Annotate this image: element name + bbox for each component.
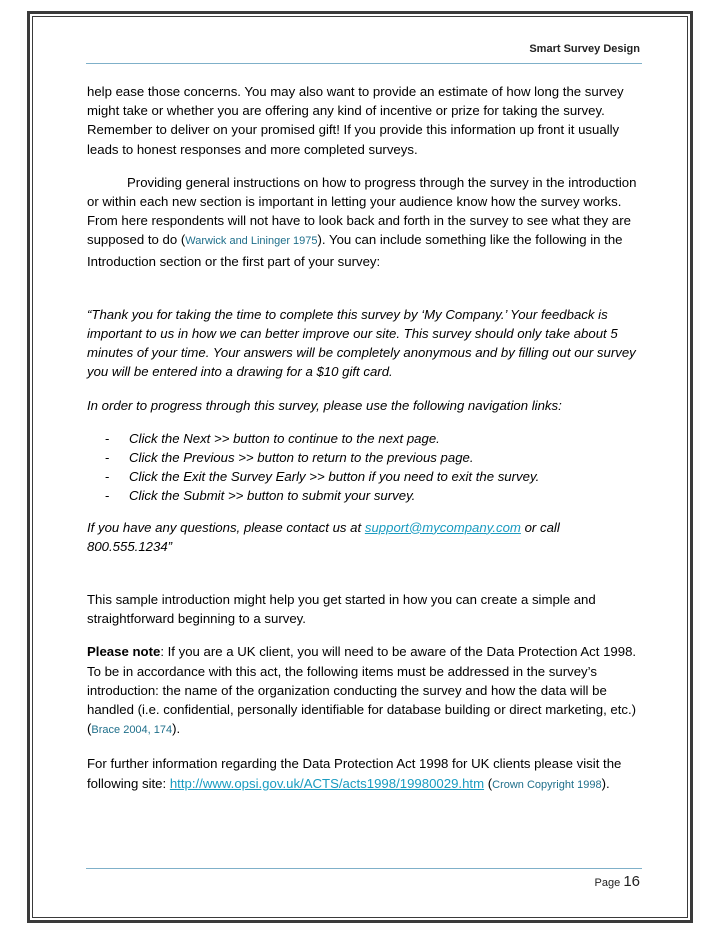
list-item: - Click the Exit the Survey Early >> button if you need to exit the survey. (105, 469, 540, 485)
paragraph-4: For further information regarding the Data Protection Act 1998 for UK clients please visit the following site: http://www.opsi.gov.uk/ACTS/acts1998/19980029.htm (Crown Copyright 1998). (87, 756, 622, 791)
paragraph-1: help ease those concerns. You may also want to provide an estimate of how long the survey might take or whether you are offering any kind of incentive or prize for taking the survey. Remember to deliver on your promised gift! If you provide this information up front it usually leads to honest responses and more completed surveys. (87, 84, 624, 157)
spacer (87, 570, 647, 590)
list-item: - Click the Previous >> button to return to the previous page. (105, 450, 474, 466)
navigation-list (87, 429, 647, 506)
document-body (87, 82, 647, 809)
header-title: Smart Survey Design (529, 43, 640, 55)
paragraph-2 (87, 173, 647, 271)
note-label: Please note (87, 644, 161, 660)
spacer (87, 285, 647, 305)
sample-quote-navigation: In order to progress through this survey, please use the following navigation links: (87, 397, 562, 413)
list-item: - Click the Submit >> button to submit your survey. (105, 488, 416, 504)
note-paragraph: Please note: If you are a UK client, you will need to be aware of the Data Protection Act 1998. To be in accordance with this act, the following items must be addressed in the survey’s introduction: the name of the organization conducting the survey and how the data will be handled (i.e. confidential, personally identifiable for database building or direct marketing, etc.) (Brace 2004, 174). (87, 644, 637, 737)
support-email-link[interactable]: support@mycompany.com (364, 519, 521, 535)
footer-rule (86, 868, 642, 869)
citation-crown: Crown Copyright 1998 (492, 778, 602, 791)
paragraph-2-text: Providing general instructions on how to progress through the survey in the introduction or within each new section is important in letting your audience know how the survey works. From here respondents will not have to look back and forth in the survey to see what they are supposed to do ( (87, 174, 637, 248)
paragraph-2-end: ). You can include something like the following in the Introduction section or the first part of your survey: (87, 232, 623, 269)
list-item: - Click the Next >> button to continue to the next page. (105, 430, 440, 446)
sample-quote-contact: If you have any questions, please contact us at support@mycompany.com or call 800.555.1234” (87, 519, 560, 554)
header-rule (86, 63, 642, 64)
opsi-link[interactable]: http://www.opsi.gov.uk/ACTS/acts1998/19980029.htm (169, 775, 485, 791)
citation-warwick: Warwick and Lininger 1975 (185, 235, 318, 248)
page-number: Page 16 (594, 873, 640, 890)
paragraph-3: This sample introduction might help you get started in how you can create a simple and straightforward beginning to a survey. (87, 592, 596, 627)
sample-quote-intro: “Thank you for taking the time to complete this survey by ‘My Company.’ Your feedback is important to us in how we can better improve our site. This survey should only take about 5 minutes of your time. Your answers will be completely anonymous and by filling out our survey you will be entered into a drawing for a $10 gift card. (87, 306, 636, 380)
citation-brace: Brace 2004, 174 (91, 724, 173, 737)
